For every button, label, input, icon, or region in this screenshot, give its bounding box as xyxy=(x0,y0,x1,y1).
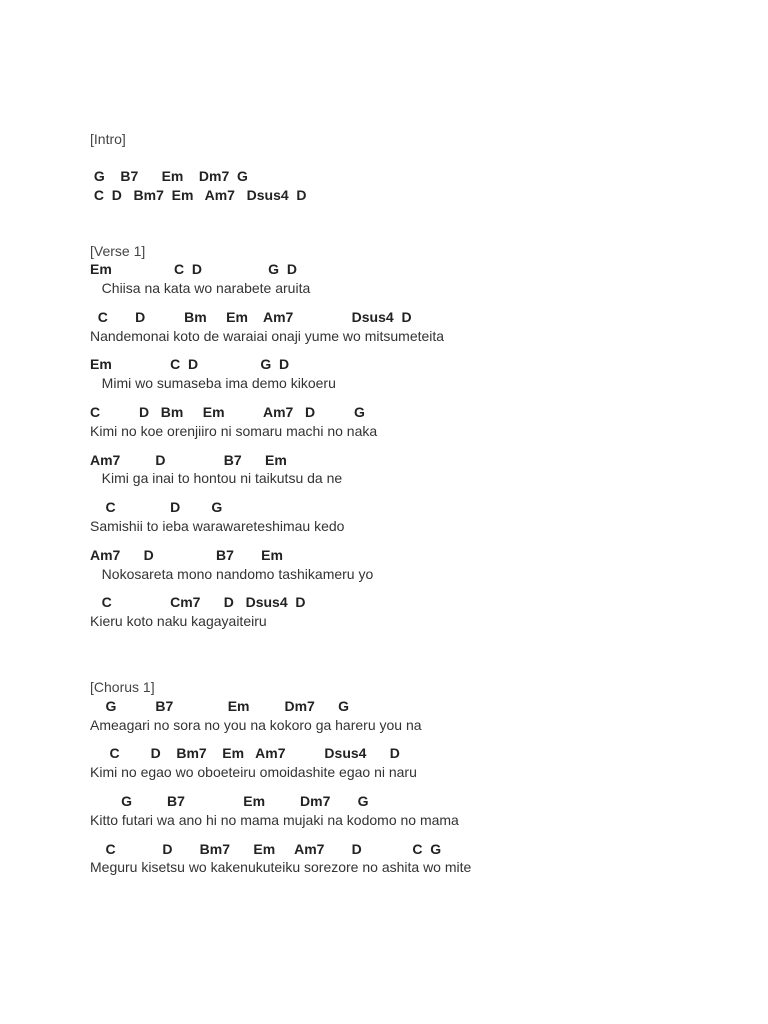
lyric-line: Kitto futari wa ano hi no mama mujaki na kodomo no mama xyxy=(90,812,459,828)
chord-line: G B7 Em Dm7 G xyxy=(90,698,350,714)
chord-line: G B7 Em Dm7 G xyxy=(90,168,248,184)
section-header-verse-1: [Verse 1] xyxy=(90,243,146,259)
chord-line: C D G xyxy=(90,499,223,515)
lyric-line: Samishii to ieba warawareteshimau kedo xyxy=(90,518,345,534)
chord-line: Em C D G D xyxy=(90,261,297,277)
chord-line: C D Bm7 Em Am7 D C G xyxy=(90,841,442,857)
chord-line: C D Bm7 Em Am7 Dsus4 D xyxy=(90,745,400,761)
chord-line: C Cm7 D Dsus4 D xyxy=(90,594,306,610)
lyric-line: Chiisa na kata wo narabete aruita xyxy=(90,280,311,296)
lyric-line: Kimi ga inai to hontou ni taikutsu da ne xyxy=(90,470,343,486)
lyric-line: Kimi no koe orenjiiro ni somaru machi no naka xyxy=(90,423,378,439)
chord-line: C D Bm7 Em Am7 Dsus4 D xyxy=(90,187,307,203)
chord-line: Em C D G D xyxy=(90,356,290,372)
lyric-line: Ameagari no sora no you na kokoro ga hareru you na xyxy=(90,717,422,733)
section-header-chorus-1: [Chorus 1] xyxy=(90,679,155,695)
lyric-line: Kieru koto naku kagayaiteiru xyxy=(90,613,267,629)
lyric-line: Nandemonai koto de waraiai onaji yume wo mitsumeteita xyxy=(90,328,445,344)
lyric-line: Kimi no egao wo oboeteiru omoidashite egao ni naru xyxy=(90,764,417,780)
lyric-line: Nokosareta mono nandomo tashikameru yo xyxy=(90,566,374,582)
section-header-intro: [Intro] xyxy=(90,131,126,147)
lyric-line: Mimi wo sumaseba ima demo kikoeru xyxy=(90,375,336,391)
chord-line: G B7 Em Dm7 G xyxy=(90,793,369,809)
chord-line: C D Bm Em Am7 Dsus4 D xyxy=(90,309,412,325)
chord-line: Am7 D B7 Em xyxy=(90,452,287,468)
chord-line: Am7 D B7 Em xyxy=(90,547,283,563)
chord-line: C D Bm Em Am7 D G xyxy=(90,404,365,420)
lyric-line: Meguru kisetsu wo kakenukuteiku sorezore no ashita wo mite xyxy=(90,859,472,875)
